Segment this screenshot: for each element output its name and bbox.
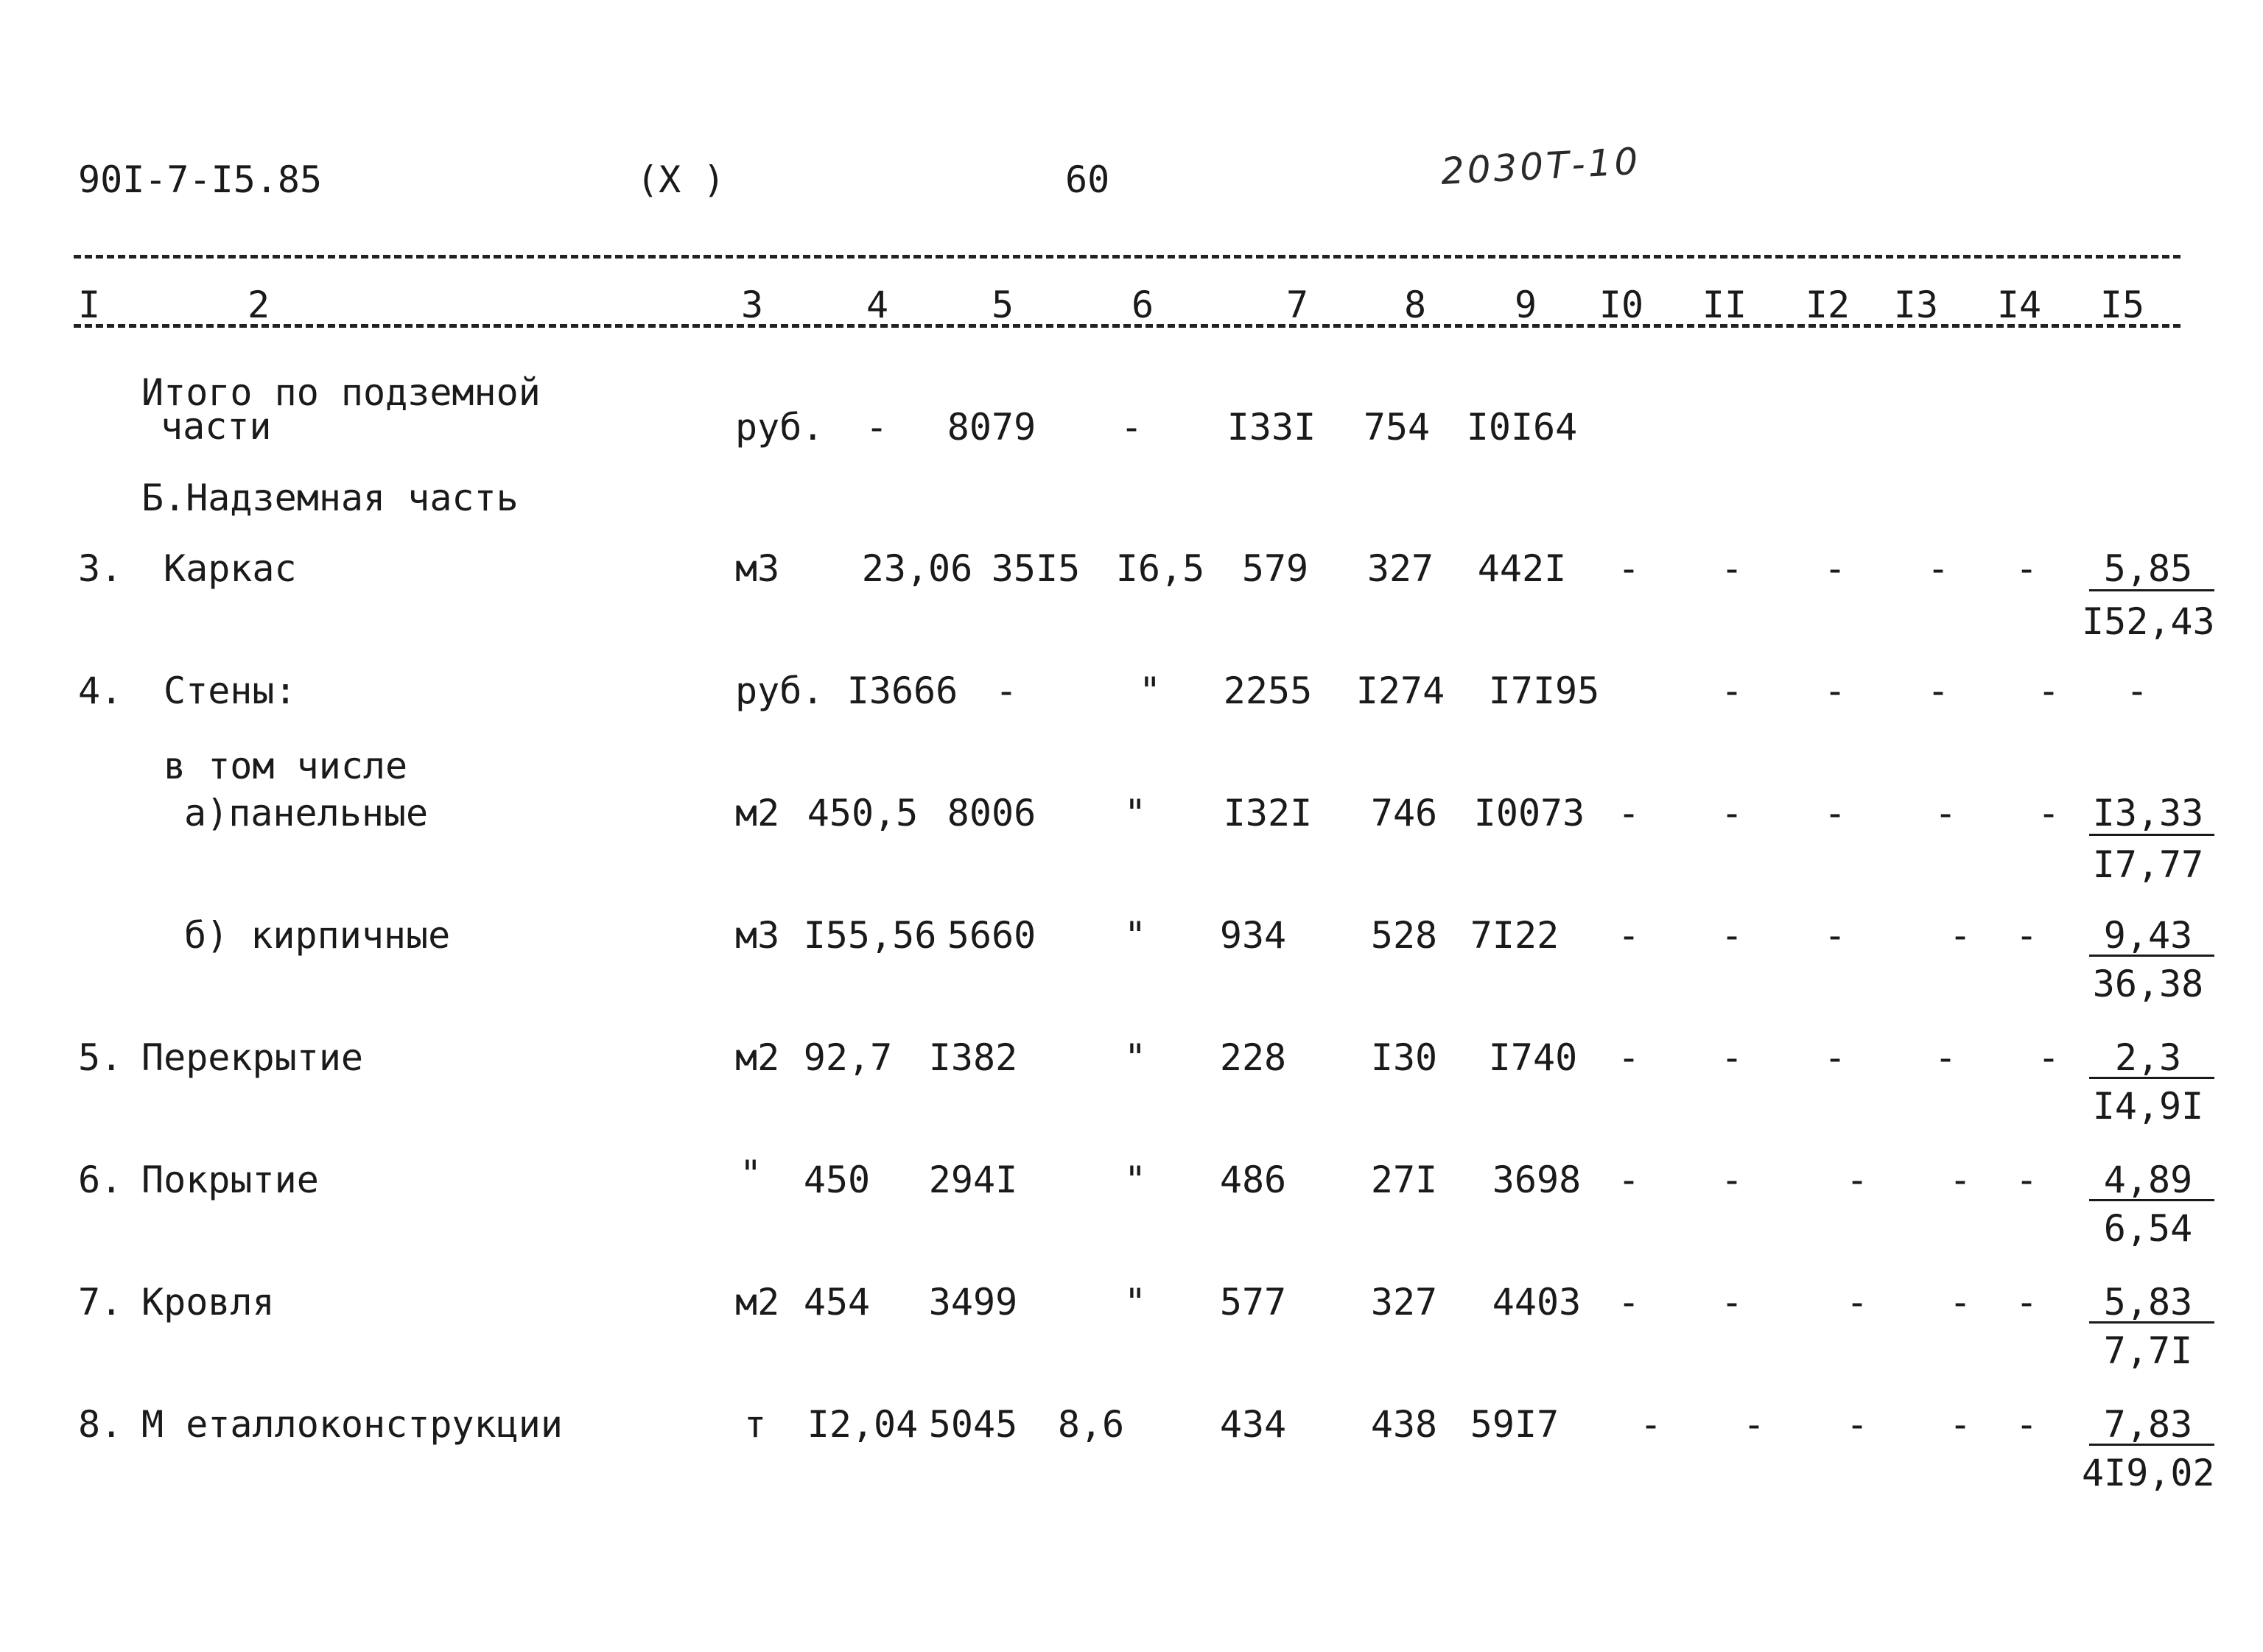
row-number: 6. (78, 1159, 123, 1201)
cell-col9: I0I64 (1466, 406, 1578, 449)
cell-col6: " (1123, 792, 1147, 834)
cell-col11: - (1742, 1403, 1766, 1446)
page-number: 60 (1065, 158, 1110, 201)
document-mark: (Х ) (636, 158, 726, 201)
row-name: Перекрытие (141, 1036, 364, 1079)
row-number: 8. (78, 1403, 123, 1446)
row-unit: т (744, 1403, 767, 1446)
cell-col15-denominator: I4,9I (2092, 1085, 2204, 1128)
cell-col13: - (1948, 1159, 1972, 1201)
cell-col4: I3666 (846, 669, 958, 712)
column-header-15: I5 (2099, 284, 2145, 326)
cell-col5: 8079 (947, 406, 1036, 449)
cell-col4: 450,5 (807, 792, 919, 834)
column-header-7: 7 (1285, 284, 1309, 326)
cell-col12: - (1823, 1036, 1847, 1079)
cell-col15-numerator: 5,83 (2103, 1281, 2193, 1324)
cell-col5: 294I (928, 1159, 1018, 1201)
cell-col5: 35I5 (991, 547, 1081, 590)
cell-col12: - (1823, 547, 1847, 590)
cell-col9: I7I95 (1488, 669, 1600, 712)
cell-col10: - (1639, 1403, 1663, 1446)
cell-col10: - (1617, 1159, 1641, 1201)
row-name-line1: Итого по подземной (141, 371, 541, 414)
cell-col10: - (1617, 547, 1641, 590)
column-header-10: I0 (1599, 284, 1644, 326)
cell-col8: 327 (1370, 1281, 1438, 1324)
cell-col7: 579 (1241, 547, 1309, 590)
cell-col6: " (1123, 1281, 1147, 1324)
cell-col7: 434 (1219, 1403, 1287, 1446)
cell-col14: - (2037, 669, 2060, 712)
cell-col9: 7I22 (1470, 914, 1559, 957)
column-header-1: I (77, 284, 101, 326)
cell-col14: - (2015, 914, 2038, 957)
cell-col10: - (1617, 1036, 1641, 1079)
column-header-6: 6 (1131, 284, 1154, 326)
cell-col6: " (1123, 1159, 1147, 1201)
cell-col4: 450 (803, 1159, 871, 1201)
cell-col10: - (1617, 914, 1641, 957)
cell-col5: 3499 (928, 1281, 1018, 1324)
cell-col8: 528 (1370, 914, 1438, 957)
row-unit: м3 (735, 547, 780, 590)
row-unit: руб. (735, 669, 824, 712)
cell-col11: - (1720, 914, 1744, 957)
fraction-line (2089, 1199, 2214, 1201)
row-unit: м2 (735, 1036, 780, 1079)
column-header-14: I4 (1996, 284, 2042, 326)
cell-col7: 228 (1219, 1036, 1287, 1079)
cell-col15-numerator: 7,83 (2103, 1403, 2193, 1446)
cell-col8: 27I (1370, 1159, 1438, 1201)
row-name: а)панельные (184, 792, 429, 834)
cell-col6: " (1123, 914, 1147, 957)
cell-col14: - (2037, 1036, 2060, 1079)
column-header-4: 4 (866, 284, 889, 326)
cell-col5: I382 (928, 1036, 1018, 1079)
fraction-line (2089, 1444, 2214, 1446)
fraction-line (2089, 1077, 2214, 1079)
cell-col6: " (1123, 1036, 1147, 1079)
cell-col11: - (1720, 1281, 1744, 1324)
cell-col5: - (994, 669, 1018, 712)
cell-col8: I274 (1355, 669, 1445, 712)
cell-col9: I0073 (1473, 792, 1585, 834)
column-header-11: II (1702, 284, 1747, 326)
column-header-9: 9 (1514, 284, 1537, 326)
cell-col15-numerator: 2,3 (2114, 1036, 2182, 1079)
cell-col7: 2255 (1223, 669, 1313, 712)
row-name: б) кирпичные (184, 914, 451, 957)
column-header-13: I3 (1893, 284, 1939, 326)
cell-col12: - (1845, 1403, 1869, 1446)
row-name: М еталлоконструкции (141, 1403, 563, 1446)
cell-col8: I30 (1370, 1036, 1438, 1079)
cell-col6: - (1120, 406, 1143, 449)
cell-col12: - (1823, 914, 1847, 957)
cell-col15-denominator: 6,54 (2103, 1207, 2193, 1250)
cell-col8: 327 (1366, 547, 1434, 590)
fraction-line (2089, 955, 2214, 957)
row-number: 5. (78, 1036, 123, 1079)
cell-col13: - (1948, 1403, 1972, 1446)
cell-col15-denominator: I7,77 (2092, 843, 2204, 886)
column-header-8: 8 (1403, 284, 1427, 326)
cell-col15: - (2125, 669, 2149, 712)
cell-col14: - (2037, 792, 2060, 834)
cell-col4: 92,7 (803, 1036, 893, 1079)
cell-col14: - (2015, 1281, 2038, 1324)
cell-col15-denominator: 7,7I (2103, 1329, 2193, 1372)
row-name: Стены: (164, 669, 297, 712)
cell-col9: I740 (1488, 1036, 1578, 1079)
cell-col12: - (1845, 1281, 1869, 1324)
cell-col4: 454 (803, 1281, 871, 1324)
cell-col7: 934 (1219, 914, 1287, 957)
cell-col11: - (1720, 547, 1744, 590)
cell-col6: I6,5 (1115, 547, 1205, 590)
cell-col4: I2,04 (807, 1403, 919, 1446)
cell-col7: I33I (1227, 406, 1316, 449)
cell-col13: - (1934, 1036, 1957, 1079)
row-number: 4. (78, 669, 123, 712)
cell-col7: 577 (1219, 1281, 1287, 1324)
cell-col5: 5660 (947, 914, 1036, 957)
cell-col13: - (1948, 914, 1972, 957)
cell-col8: 438 (1370, 1403, 1438, 1446)
column-header-2: 2 (247, 284, 270, 326)
cell-col11: - (1720, 1036, 1744, 1079)
cell-col9: 442I (1477, 547, 1567, 590)
row-name: Каркас (164, 547, 297, 590)
cell-col6: " (1138, 669, 1162, 712)
cell-col8: 746 (1370, 792, 1438, 834)
cell-col12: - (1823, 669, 1847, 712)
cell-col15-denominator: 4I9,02 (2082, 1452, 2215, 1494)
column-header-5: 5 (991, 284, 1014, 326)
cell-col4: 23,06 (861, 547, 973, 590)
cell-col15-numerator: I3,33 (2092, 792, 2204, 834)
cell-col9: 59I7 (1470, 1403, 1559, 1446)
cell-col14: - (2015, 547, 2038, 590)
cell-col15-numerator: 5,85 (2103, 547, 2193, 590)
row-number: 7. (78, 1281, 123, 1324)
cell-col7: 486 (1219, 1159, 1287, 1201)
cell-col8: 754 (1363, 406, 1431, 449)
fraction-line (2089, 589, 2214, 591)
row-unit: руб. (735, 406, 824, 449)
cell-col5: 8006 (947, 792, 1036, 834)
cell-col14: - (2015, 1403, 2038, 1446)
cell-col15-numerator: 4,89 (2103, 1159, 2193, 1201)
row-unit: м2 (735, 1281, 780, 1324)
cell-col9: 4403 (1492, 1281, 1582, 1324)
cell-col15-denominator: 36,38 (2092, 963, 2204, 1005)
row-name-line2: части (161, 405, 272, 448)
fraction-line (2089, 834, 2214, 836)
cell-col10: - (1617, 1281, 1641, 1324)
cell-col12: - (1845, 1159, 1869, 1201)
cell-col7: I32I (1223, 792, 1313, 834)
cell-col6: 8,6 (1057, 1403, 1125, 1446)
section-heading: Б.Надземная часть (141, 477, 519, 519)
cell-col12: - (1823, 792, 1847, 834)
row-name: Кровля (141, 1281, 275, 1324)
row-unit: м2 (735, 792, 780, 834)
row-unit: м3 (735, 914, 780, 957)
row-name: Покрытие (141, 1159, 319, 1201)
column-header-3: 3 (740, 284, 764, 326)
column-header-12: I2 (1805, 284, 1850, 326)
cell-col4: - (865, 406, 888, 449)
cell-col13: - (1926, 547, 1950, 590)
cell-col13: - (1948, 1281, 1972, 1324)
header-dashed-rule-top (74, 255, 2180, 259)
cell-col11: - (1720, 792, 1744, 834)
fraction-line (2089, 1321, 2214, 1324)
row-number: 3. (78, 547, 123, 590)
row-unit: " (740, 1153, 762, 1195)
cell-col5: 5045 (928, 1403, 1018, 1446)
document-code: 90I-7-I5.85 (78, 158, 323, 201)
subheading: в том числе (164, 745, 408, 787)
cell-col9: 3698 (1492, 1159, 1582, 1201)
cell-col4: I55,56 (803, 914, 937, 957)
cell-col15-denominator: I52,43 (2082, 600, 2215, 643)
handwritten-annotation: 2030Т-10 (1439, 139, 1642, 193)
cell-col14: - (2015, 1159, 2038, 1201)
cell-col13: - (1926, 669, 1950, 712)
cell-col10: - (1617, 792, 1641, 834)
cell-col15-numerator: 9,43 (2103, 914, 2193, 957)
cell-col11: - (1720, 669, 1744, 712)
cell-col13: - (1934, 792, 1957, 834)
cell-col11: - (1720, 1159, 1744, 1201)
